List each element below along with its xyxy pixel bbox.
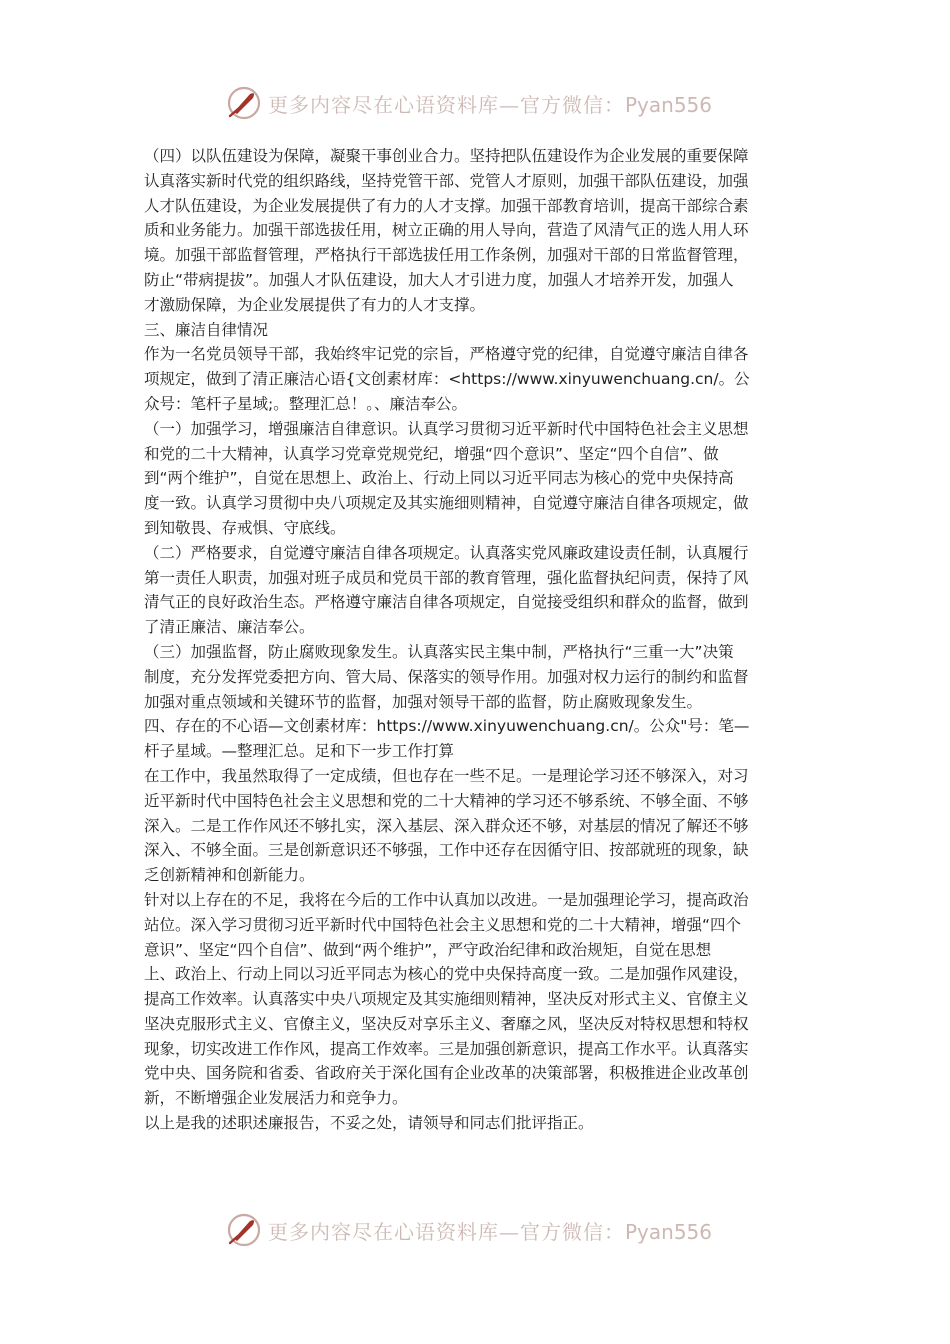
text-line: 了清正廉洁、廉洁奉公。	[144, 618, 315, 637]
text-line: 项规定，做到了清正廉洁心语{文创素材库：<https://www.xinyuwenchuang.cn/。公	[144, 370, 750, 389]
text-line: 众号：笔杆子星域;。整理汇总！。、廉洁奉公。	[144, 394, 467, 413]
text-line: （三）加强监督，防止腐败现象发生。认真落实民主集中制，严格执行“三重一大”决策	[144, 642, 734, 661]
text-line: 三、廉洁自律情况	[144, 320, 269, 339]
text-line: 质和业务能力。加强干部选拔任用，树立正确的用人导向，营造了风清气正的选人用人环	[144, 221, 749, 240]
text-line: 人才队伍建设，为企业发展提供了有力的人才支撑。加强干部教育培训，提高干部综合素	[144, 196, 749, 215]
text-line: 深入。二是工作作风还不够扎实，深入基层、深入群众还不够，对基层的情况了解还不够	[144, 816, 749, 835]
text-line: 制度，充分发挥党委把方向、管大局、保落实的领导作用。加强对权力运行的制约和监督	[144, 667, 749, 686]
text-line: 和党的二十大精神，认真学习党章党规党纪，增强“四个意识”、坚定“四个自信”、做	[144, 444, 719, 463]
text-line: 第一责任人职责，加强对班子成员和党员干部的教育管理，强化监督执纪问责，保持了风	[144, 568, 749, 587]
text-line: 境。加强干部监督管理，严格执行干部选拔任用工作条例，加强对干部的日常监督管理，	[144, 246, 749, 265]
text-line: 清气正的良好政治生态。严格遵守廉洁自律各项规定，自觉接受组织和群众的监督，做到	[144, 593, 749, 612]
document-body	[144, 144, 808, 1136]
text-line: 加强对重点领域和关键环节的监督，加强对领导干部的监督，防止腐败现象发生。	[144, 692, 703, 711]
header-watermark-text: 更多内容尽在心语资料库—官方微信：Pyan556	[268, 92, 713, 117]
text-line: （二）严格要求，自觉遵守廉洁自律各项规定。认真落实党风廉政建设责任制，认真履行	[144, 543, 749, 562]
text-line: 意识”、坚定“四个自信”、做到“两个维护”，严守政治纪律和政治规矩，自觉在思想	[144, 940, 712, 959]
quill-pen-logo-icon	[226, 1212, 262, 1248]
text-line: 近平新时代中国特色社会主义思想和党的二十大精神的学习还不够系统、不够全面、不够	[144, 791, 749, 810]
text-line: 才激励保障，为企业发展提供了有力的人才支撑。	[144, 295, 486, 314]
text-line: 乏创新精神和创新能力。	[144, 866, 315, 885]
text-line: （四）以队伍建设为保障，凝聚干事创业合力。坚持把队伍建设作为企业发展的重要保障	[144, 147, 749, 165]
text-line: 到知敬畏、存戒惧、守底线。	[144, 518, 346, 537]
header-watermark	[226, 83, 746, 123]
text-line: 作为一名党员领导干部，我始终牢记党的宗旨，严格遵守党的纪律，自觉遵守廉洁自律各	[144, 345, 749, 364]
text-line: 新，不断增强企业发展活力和竞争力。	[144, 1089, 408, 1108]
text-line: 提高工作效率。认真落实中央八项规定及其实施细则精神，坚决反对形式主义、官僚主义	[144, 990, 749, 1009]
footer-watermark-text: 更多内容尽在心语资料库—官方微信：Pyan556	[268, 1219, 713, 1244]
text-line: 度一致。认真学习贯彻中央八项规定及其实施细则精神，自觉遵守廉洁自律各项规定，做	[144, 494, 749, 513]
text-line: 深入、不够全面。三是创新意识还不够强，工作中还存在因循守旧、按部就班的现象，缺	[144, 841, 749, 860]
text-line: 坚决克服形式主义、官僚主义，坚决反对享乐主义、奢靡之风，坚决反对特权思想和特权	[144, 1014, 749, 1033]
text-line: 以上是我的述职述廉报告，不妥之处，请领导和同志们批评指正。	[144, 1114, 594, 1133]
text-line: 到“两个维护”，自觉在思想上、政治上、行动上同以习近平同志为核心的党中央保持高	[144, 469, 734, 488]
text-line: 防止“带病提拔”。加强人才队伍建设，加大人才引进力度，加强人才培养开发，加强人	[144, 270, 734, 289]
quill-pen-logo-icon	[226, 85, 262, 121]
text-line: 党中央、国务院和省委、省政府关于深化国有企业改革的决策部署，积极推进企业改革创	[144, 1064, 749, 1083]
text-line: 现象，切实改进工作作风，提高工作效率。三是加强创新意识，提高工作水平。认真落实	[144, 1039, 749, 1058]
text-line: 针对以上存在的不足，我将在今后的工作中认真加以改进。一是加强理论学习，提高政治	[144, 890, 749, 909]
text-line: 在工作中，我虽然取得了一定成绩，但也存在一些不足。一是理论学习还不够深入，对习	[144, 766, 749, 785]
footer-watermark	[226, 1210, 746, 1250]
text-line: 认真落实新时代党的组织路线，坚持党管干部、党管人才原则，加强干部队伍建设，加强	[144, 171, 749, 190]
text-line: 四、存在的不心语—文创素材库：https://www.xinyuwenchuang.cn/。公众"号：笔—	[144, 717, 750, 736]
text-line: 上、政治上、行动上同以习近平同志为核心的党中央保持高度一致。二是加强作风建设，	[144, 965, 749, 984]
text-line: （一）加强学习，增强廉洁自律意识。认真学习贯彻习近平新时代中国特色社会主义思想	[144, 419, 749, 438]
text-line: 站位。深入学习贯彻习近平新时代中国特色社会主义思想和党的二十大精神，增强“四个	[144, 915, 742, 934]
text-line: 杆子星域。—整理汇总。足和下一步工作打算	[144, 742, 455, 761]
